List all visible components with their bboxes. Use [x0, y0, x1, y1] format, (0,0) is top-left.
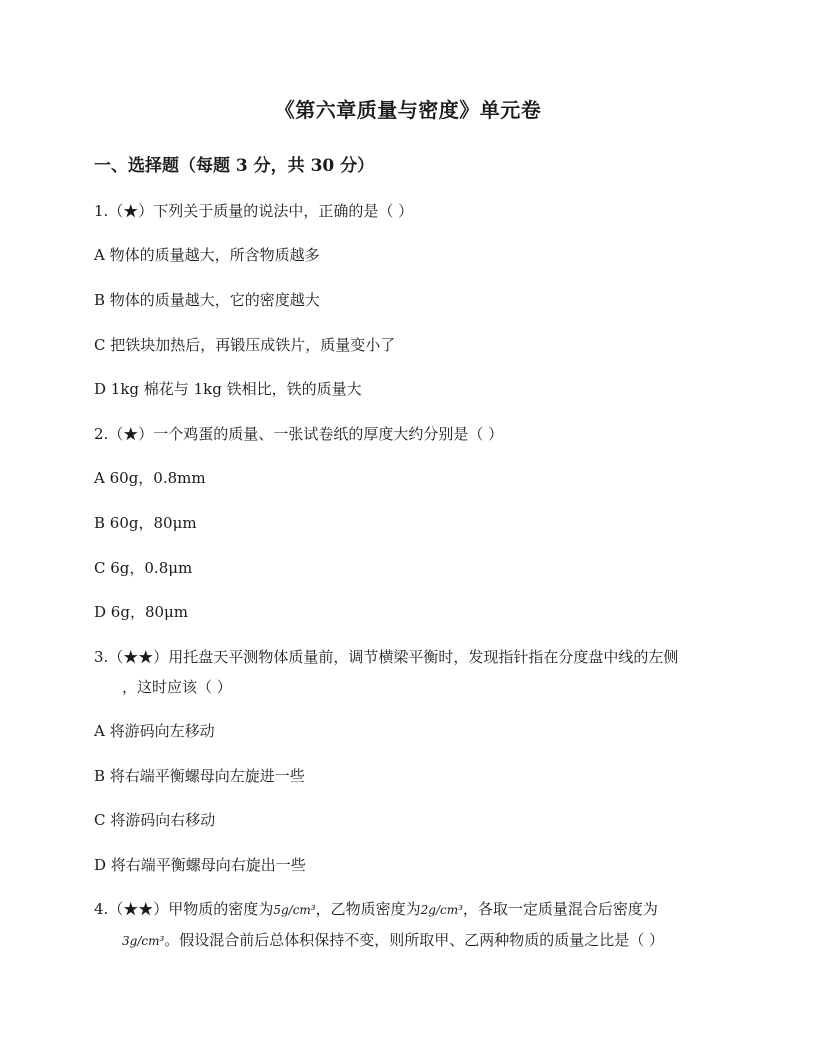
question-2-option-b: B 60g，80μm — [94, 514, 197, 532]
question-2-option-d: D 6g，80μm — [94, 603, 188, 621]
density-mix-formula: 3g/cm³ — [122, 934, 165, 948]
question-1-option-b: B 物体的质量越大，它的密度越大 — [94, 291, 320, 309]
question-4-text-d: 。假设混合前后总体积保持不变，则所取甲、乙两种物质的质量之比是（ ） — [164, 931, 665, 949]
density-b-formula: 2g/cm³ — [420, 903, 463, 917]
document-title: 《第六章质量与密度》单元卷 — [274, 98, 542, 122]
question-2-stem: 2.（★）一个鸡蛋的质量、一张试卷纸的厚度大约分别是（ ） — [94, 425, 504, 443]
question-4-text-b: ，乙物质密度为 — [315, 900, 421, 918]
section-heading: 一、选择题（每题 3 分，共 30 分） — [94, 156, 375, 176]
question-1-option-a: A 物体的质量越大，所含物质越多 — [94, 246, 320, 264]
question-4-text-c: ，各取一定质量混合后密度为 — [462, 900, 658, 918]
question-3-option-d: D 将右端平衡螺母向右旋出一些 — [94, 856, 306, 874]
question-1-stem: 1.（★）下列关于质量的说法中，正确的是（ ） — [94, 202, 414, 220]
question-3-stem-line-2: ，这时应该（ ） — [122, 678, 232, 696]
question-1-option-c: C 把铁块加热后，再锻压成铁片，质量变小了 — [94, 336, 396, 354]
question-3-option-c: C 将游码向右移动 — [94, 811, 216, 829]
question-3-option-b: B 将右端平衡螺母向左旋进一些 — [94, 767, 305, 785]
question-3-option-a: A 将游码向左移动 — [94, 722, 215, 740]
question-2-option-a: A 60g，0.8mm — [94, 469, 206, 487]
question-3-stem-line-1: 3.（★★）用托盘天平测物体质量前，调节横梁平衡时，发现指针指在分度盘中线的左侧 — [94, 648, 679, 666]
question-4-stem-line-2 — [122, 929, 664, 950]
density-a-formula: 5g/cm³ — [273, 903, 316, 917]
question-1-option-d: D 1kg 棉花与 1kg 铁相比，铁的质量大 — [94, 380, 362, 398]
question-2-option-c: C 6g，0.8μm — [94, 559, 193, 577]
question-4-stem-line-1 — [94, 898, 658, 919]
question-4-text-a: 4.（★★）甲物质的密度为 — [94, 900, 274, 918]
